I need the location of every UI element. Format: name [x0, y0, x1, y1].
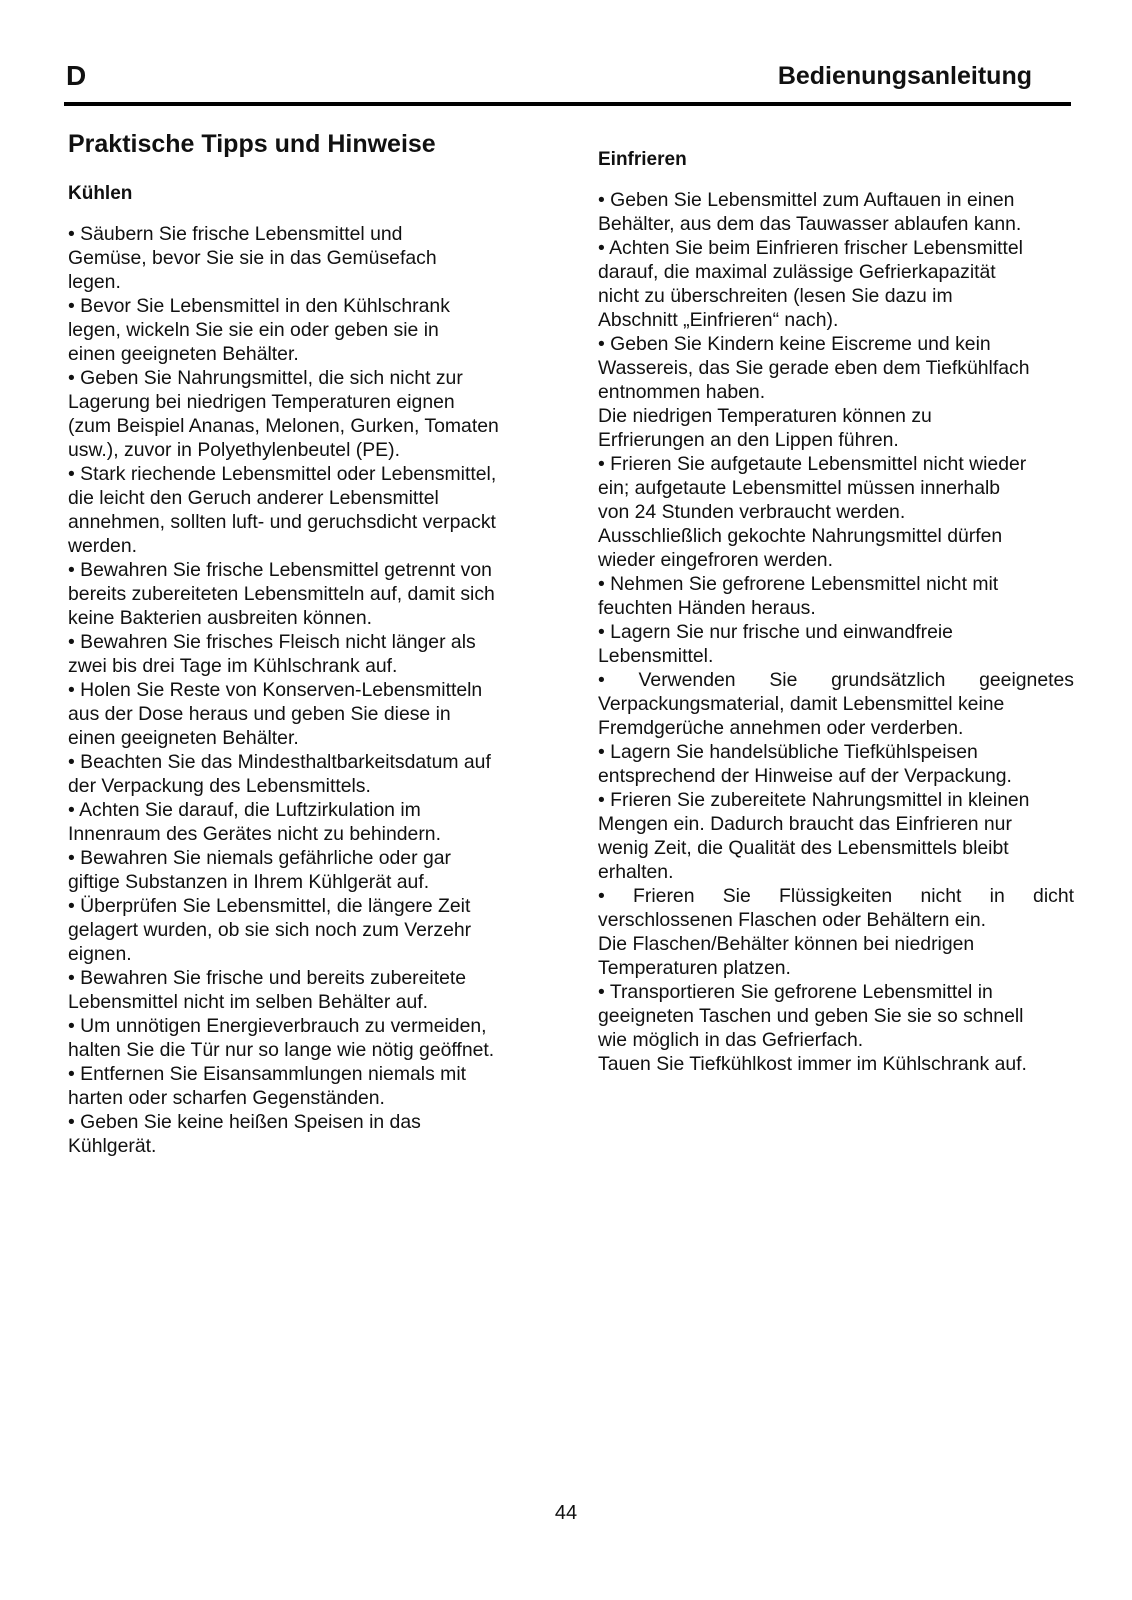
- text-line: Temperaturen platzen.: [598, 957, 791, 979]
- text-line: erhalten.: [598, 861, 674, 883]
- text-line: • Verwenden Sie grundsätzlich geeignetes: [598, 669, 1074, 691]
- text-line: • Geben Sie Lebensmittel zum Auftauen in einen: [598, 189, 1015, 211]
- text-line: darauf, die maximal zulässige Gefrierkapazität: [598, 261, 996, 283]
- text-line: einen geeigneten Behälter.: [68, 727, 299, 749]
- text-line: bereits zubereiteten Lebensmitteln auf, damit sich: [68, 583, 495, 605]
- text-line: • Säubern Sie frische Lebensmittel und: [68, 223, 403, 245]
- manual-title: Bedienungsanleitung: [777, 62, 1032, 90]
- text-line: Die Flaschen/Behälter können bei niedrigen: [598, 933, 975, 955]
- text-line: (zum Beispiel Ananas, Melonen, Gurken, Tomaten: [68, 415, 499, 437]
- text-line: zwei bis drei Tage im Kühlschrank auf.: [68, 655, 398, 677]
- text-line: • Achten Sie darauf, die Luftzirkulation im: [68, 799, 421, 821]
- text-line: giftige Substanzen in Ihrem Kühlgerät auf.: [68, 871, 430, 893]
- text-line: halten Sie die Tür nur so lange wie nötig geöffnet.: [68, 1039, 495, 1061]
- text-line: • Geben Sie Kindern keine Eiscreme und kein: [598, 333, 991, 355]
- text-line: • Bewahren Sie frische und bereits zubereitete: [68, 967, 467, 989]
- section-body-kuehlen: [68, 222, 544, 1158]
- text-line: harten oder scharfen Gegenständen.: [68, 1087, 385, 1109]
- page-title: Praktische Tipps und Hinweise: [68, 130, 436, 158]
- text-line: • Holen Sie Reste von Konserven-Lebensmitteln: [68, 679, 483, 701]
- text-line: Lagerung bei niedrigen Temperaturen eignen: [68, 391, 455, 413]
- text-line: • Nehmen Sie gefrorene Lebensmittel nicht mit: [598, 573, 999, 595]
- text-line: wieder eingefroren werden.: [598, 549, 833, 571]
- text-line: Erfrierungen an den Lippen führen.: [598, 429, 899, 451]
- text-line: • Geben Sie Nahrungsmittel, die sich nicht zur: [68, 367, 463, 389]
- text-line: • Beachten Sie das Mindesthaltbarkeitsdatum auf: [68, 751, 491, 773]
- text-line: • Bevor Sie Lebensmittel in den Kühlschrank: [68, 295, 450, 317]
- text-line: wie möglich in das Gefrierfach.: [598, 1029, 864, 1051]
- text-line: • Überprüfen Sie Lebensmittel, die längere Zeit: [68, 895, 471, 917]
- text-line: werden.: [68, 535, 137, 557]
- text-line: entnommen haben.: [598, 381, 766, 403]
- text-line: Kühlgerät.: [68, 1135, 157, 1157]
- text-line: Wassereis, das Sie gerade eben dem Tiefkühlfach: [598, 357, 1030, 379]
- right-column: [598, 148, 1074, 1076]
- text-line: der Verpackung des Lebensmittels.: [68, 775, 371, 797]
- left-column: [68, 128, 544, 1158]
- text-line: annehmen, sollten luft- und geruchsdicht verpackt: [68, 511, 496, 533]
- text-line: Ausschließlich gekochte Nahrungsmittel dürfen: [598, 525, 1003, 547]
- text-line: Lebensmittel nicht im selben Behälter auf.: [68, 991, 429, 1013]
- text-line: wenig Zeit, die Qualität des Lebensmittels bleibt: [598, 837, 1009, 859]
- text-line: keine Bakterien ausbreiten können.: [68, 607, 372, 629]
- text-line: • Transportieren Sie gefrorene Lebensmittel in: [598, 981, 993, 1003]
- text-line: verschlossenen Flaschen oder Behältern ein.: [598, 909, 987, 931]
- text-line: • Um unnötigen Energieverbrauch zu vermeiden,: [68, 1015, 487, 1037]
- language-code: D: [66, 60, 87, 91]
- text-line: • Frieren Sie Flüssigkeiten nicht in dicht: [598, 885, 1074, 907]
- text-line: eignen.: [68, 943, 132, 965]
- text-line: • Frieren Sie zubereitete Nahrungsmittel in kleinen: [598, 789, 1030, 811]
- text-line: aus der Dose heraus und geben Sie diese in: [68, 703, 451, 725]
- text-line: • Stark riechende Lebensmittel oder Lebensmittel,: [68, 463, 497, 485]
- text-line: die leicht den Geruch anderer Lebensmittel: [68, 487, 439, 509]
- text-line: • Achten Sie beim Einfrieren frischer Lebensmittel: [598, 237, 1023, 259]
- text-line: usw.), zuvor in Polyethylenbeutel (PE).: [68, 439, 400, 461]
- text-line: legen, wickeln Sie sie ein oder geben sie in: [68, 319, 439, 341]
- text-line: Mengen ein. Dadurch braucht das Einfrieren nur: [598, 813, 1012, 835]
- text-line: Gemüse, bevor Sie sie in das Gemüsefach: [68, 247, 437, 269]
- text-line: Innenraum des Gerätes nicht zu behindern.: [68, 823, 441, 845]
- text-line: • Geben Sie keine heißen Speisen in das: [68, 1111, 421, 1133]
- header-divider: [64, 102, 1071, 106]
- text-line: Verpackungsmaterial, damit Lebensmittel keine: [598, 693, 1005, 715]
- text-line: Abschnitt „Einfrieren“ nach).: [598, 309, 839, 331]
- text-line: Die niedrigen Temperaturen können zu: [598, 405, 932, 427]
- text-line: • Entfernen Sie Eisansammlungen niemals mit: [68, 1063, 467, 1085]
- text-line: gelagert wurden, ob sie sich noch zum Verzehr: [68, 919, 472, 941]
- text-line: von 24 Stunden verbraucht werden.: [598, 501, 906, 523]
- text-line: • Bewahren Sie frisches Fleisch nicht länger als: [68, 631, 476, 653]
- text-line: legen.: [68, 271, 121, 293]
- text-line: Tauen Sie Tiefkühlkost immer im Kühlschrank auf.: [598, 1053, 1027, 1075]
- text-line: • Bewahren Sie frische Lebensmittel getrennt von: [68, 559, 492, 581]
- text-line: feuchten Händen heraus.: [598, 597, 816, 619]
- text-line: Fremdgerüche annehmen oder verderben.: [598, 717, 964, 739]
- section-body-einfrieren: [598, 188, 1074, 1076]
- text-line: Behälter, aus dem das Tauwasser ablaufen kann.: [598, 213, 1022, 235]
- text-line: • Frieren Sie aufgetaute Lebensmittel nicht wieder: [598, 453, 1027, 475]
- text-line: • Bewahren Sie niemals gefährliche oder gar: [68, 847, 451, 869]
- text-line: einen geeigneten Behälter.: [68, 343, 299, 365]
- text-line: Lebensmittel.: [598, 645, 714, 667]
- section-heading-kuehlen: Kühlen: [68, 183, 133, 204]
- text-line: entsprechend der Hinweise auf der Verpackung.: [598, 765, 1012, 787]
- page-number: 44: [554, 1502, 578, 1524]
- text-line: • Lagern Sie handelsübliche Tiefkühlspeisen: [598, 741, 978, 763]
- text-line: ein; aufgetaute Lebensmittel müssen innerhalb: [598, 477, 1001, 499]
- text-line: geeigneten Taschen und geben Sie sie so schnell: [598, 1005, 1024, 1027]
- text-line: nicht zu überschreiten (lesen Sie dazu im: [598, 285, 953, 307]
- section-heading-einfrieren: Einfrieren: [598, 149, 687, 170]
- text-line: • Lagern Sie nur frische und einwandfreie: [598, 621, 953, 643]
